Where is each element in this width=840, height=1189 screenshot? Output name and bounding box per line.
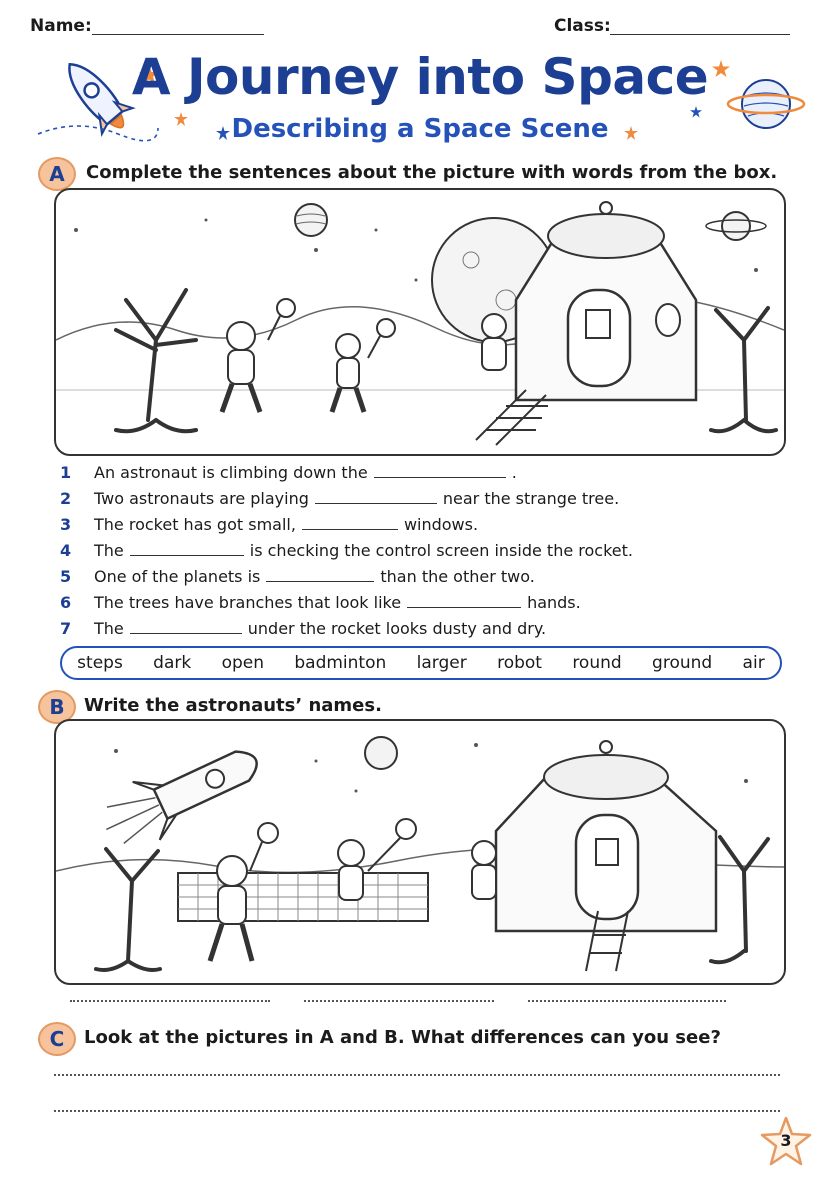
sentence-number: 3 <box>60 515 72 534</box>
sentence-3 <box>60 513 478 537</box>
sentence-text: Two astronauts are playing <box>94 489 309 508</box>
sentence-text: One of the planets is <box>94 567 261 586</box>
answer-blank[interactable] <box>315 487 437 504</box>
class-field[interactable] <box>610 14 790 35</box>
section-a-instruction: Complete the sentences about the picture with words from the box. <box>86 162 778 183</box>
astronaut-name-field-1[interactable] <box>70 998 270 1002</box>
sentence-text: is checking the control screen inside the rocket. <box>249 541 633 560</box>
section-a-badge: A <box>38 157 76 191</box>
answer-blank[interactable] <box>302 513 398 530</box>
sentence-number: 2 <box>60 489 72 508</box>
space-scene-picture-b <box>54 719 786 985</box>
sentence-number: 1 <box>60 463 72 482</box>
sentence-text: The <box>94 619 124 638</box>
answer-blank[interactable] <box>130 539 244 556</box>
class-label: Class: <box>554 16 611 36</box>
answer-blank[interactable] <box>130 617 242 634</box>
sentence-7 <box>60 617 546 641</box>
space-scene-picture-a <box>54 188 786 456</box>
word-box-item: robot <box>497 653 542 673</box>
sentence-text: hands. <box>527 593 581 612</box>
answer-blank[interactable] <box>374 461 506 478</box>
sentence-text: than the other two. <box>380 567 535 586</box>
word-box-item: open <box>221 653 265 673</box>
sentence-text: The trees have branches that look like <box>94 593 402 612</box>
sentence-number: 6 <box>60 593 72 612</box>
sentence-number: 7 <box>60 619 72 638</box>
sentence-text: near the strange tree. <box>442 489 620 508</box>
page-number: 3 <box>780 1131 792 1150</box>
sentence-6 <box>60 591 581 615</box>
word-box-item: dark <box>153 653 192 673</box>
answer-blank[interactable] <box>407 591 521 608</box>
sentence-number: 4 <box>60 541 72 560</box>
word-box-item: badminton <box>294 653 387 673</box>
sentence-4 <box>60 539 633 563</box>
sentence-text: The <box>94 541 124 560</box>
section-b-instruction: Write the astronauts’ names. <box>84 695 382 716</box>
sentence-number: 5 <box>60 567 72 586</box>
astronaut-name-field-2[interactable] <box>304 998 494 1002</box>
section-b-badge: B <box>38 690 76 724</box>
sentence-text: The rocket has got small, <box>94 515 296 534</box>
name-label: Name: <box>30 16 92 36</box>
section-c-instruction: Look at the pictures in A and B. What differences can you see? <box>84 1027 721 1048</box>
word-box-item: ground <box>652 653 713 673</box>
answer-blank[interactable] <box>266 565 374 582</box>
word-box-item: air <box>742 653 765 673</box>
differences-answer-line-1[interactable] <box>54 1072 780 1076</box>
sentence-text: windows. <box>403 515 479 534</box>
word-box <box>60 646 782 680</box>
sentence-5 <box>60 565 535 589</box>
page-title: A Journey into Space <box>131 48 709 106</box>
sentence-text: under the rocket looks dusty and dry. <box>247 619 547 638</box>
section-c-badge: C <box>38 1022 76 1056</box>
sentence-text: . <box>511 463 517 482</box>
name-field[interactable] <box>92 14 264 35</box>
page-subtitle: Describing a Space Scene <box>231 114 609 144</box>
astronaut-name-field-3[interactable] <box>528 998 726 1002</box>
differences-answer-line-2[interactable] <box>54 1108 780 1112</box>
word-box-item: round <box>572 653 622 673</box>
sentence-text: An astronaut is climbing down the <box>94 463 368 482</box>
word-box-item: larger <box>416 653 467 673</box>
sentence-2 <box>60 487 619 511</box>
sentence-1 <box>60 461 517 485</box>
word-box-item: steps <box>77 653 123 673</box>
